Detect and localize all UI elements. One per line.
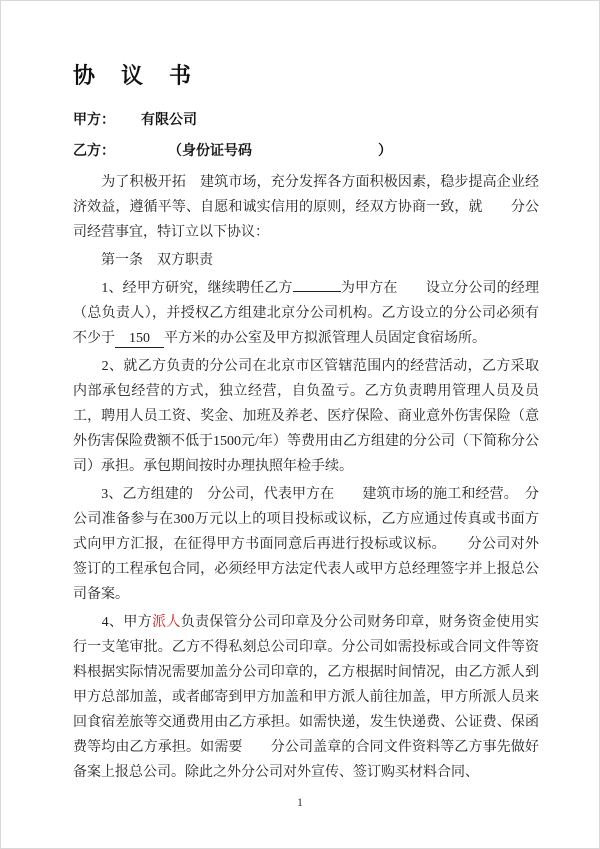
party-b-value: （身份证号码 ） (175, 144, 392, 159)
intro-paragraph: 为了积极开拓 建筑市场，充分发挥各方面积极因素，稳步提高企业经济效益，遵循平等、自愿和诚实信用的原则，经双方协商一致，就 分公司经营事宜，特订立以下协议： (73, 175, 539, 240)
party-a-label: 甲方： (73, 113, 115, 128)
document-content (1, 1, 599, 785)
clause-4-red-text: 派人 (152, 615, 181, 630)
clause-4 (73, 610, 539, 785)
party-a-value: 有限公司 (141, 113, 197, 128)
clause-1-name-blank (293, 291, 341, 292)
page-number: 1 (297, 795, 303, 809)
clause-3: 3、乙方组建的 分公司，代表甲方在 建筑市场的施工和经营。 分公司准备参与在300万元以上的项目投标或议标，乙方应通过传真或书面方式向甲方汇报，在征得甲方书面同意后再进行投标或议标。 分公司对外签订的工程承包合同，必须经甲方法定代表人或甲方总经理签字并上报总公司备案。 (73, 487, 539, 602)
clause-1-text-1: 1、经甲方研究，继续聘任乙方 (73, 281, 293, 296)
party-b-line (73, 139, 539, 165)
clause-1-text-3: 平方米的办公室及甲方拟派管理人员固定食宿场所。 (164, 331, 486, 346)
document-title: 协 议 书 (73, 63, 194, 88)
section-1-heading: 第一条 双方职责 (73, 253, 213, 268)
party-b-label: 乙方： (73, 144, 115, 159)
clause-4-text-1: 4、甲方 (73, 615, 153, 630)
clause-4-text-2: 负责保管分公司印章及分公司财务印章，财务资金使用实行一支笔审批。乙方不得私刻总公司印章。分公司如需投标或合同文件等资料根据实际情况需要加盖分公司印章的，乙方根据时间情况，由乙方派人到甲方总部加盖，或者邮寄到甲方加盖和甲方派人前往加盖，甲方所派人员来回食宿差旅等交通费用由乙方承担。如需快递，发生快递费、公证费、保函费等均由乙方承担。如需要 分公司盖章的合同文件资料等乙方事先做好备案上报总公司。除此之外分公司对外宣传、签订购买材料合同、 (73, 615, 539, 780)
party-a-line (73, 108, 539, 134)
clause-1-area-blank: 150 (115, 331, 164, 348)
clause-2: 2、就乙方负责的分公司在北京市区管辖范围内的经营活动，乙方采取内部承包经营的方式，独立经营，自负盈亏。乙方负责聘用管理人员及员工，聘用人员工资、奖金、加班及养老、医疗保险、商业意外伤害保险（意外伤害保险费额不低于1500元/年）等费用由乙方组建的分公司（下简称分公司）承担。承包期间按时办理执照年检手续。 (73, 359, 539, 474)
clause-1-text-2: 为甲方在 设立分公司的经理（总负责人），并授权乙方组建北京分公司机构。乙方设立的分公司必须有不少于 (73, 281, 540, 346)
clause-1 (73, 276, 539, 351)
